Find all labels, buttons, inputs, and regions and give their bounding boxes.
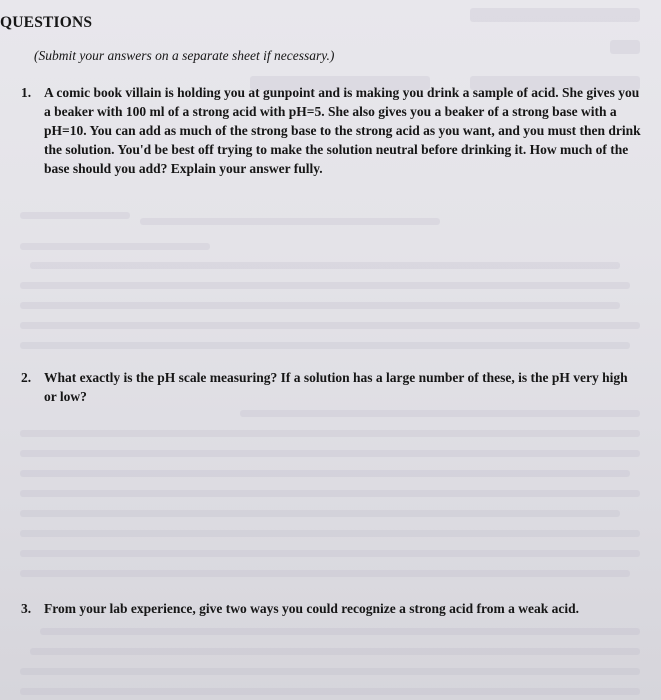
question-3 — [21, 599, 641, 618]
question-text: From your lab experience, give two ways you could recognize a strong acid from a weak acid. — [44, 601, 579, 616]
bleed-through-mark — [470, 8, 640, 22]
question-number: 1. — [21, 85, 32, 100]
bleed-through-mark — [30, 262, 620, 269]
bleed-through-mark — [20, 450, 640, 457]
section-heading: QUESTIONS — [0, 14, 93, 31]
bleed-through-mark — [240, 410, 640, 417]
bleed-through-mark — [20, 550, 640, 557]
question-text: A comic book villain is holding you at gunpoint and is making you drink a sample of acid. She gives you a beaker with 100 ml of a strong acid with pH=5. She also gives you a beaker of a strong base with a pH=10. You can add as much of the strong base to the strong acid as you want, and you must then drink the solution. You'd be best off trying to make the solution neutral before drinking it. How much of the base should you add? Explain your answer fully. — [44, 85, 641, 176]
bleed-through-mark — [20, 212, 130, 219]
bleed-through-mark — [20, 510, 620, 517]
bleed-through-mark — [610, 40, 640, 54]
bleed-through-mark — [20, 530, 640, 537]
bleed-through-mark — [20, 243, 210, 250]
question-1 — [21, 83, 641, 178]
bleed-through-mark — [20, 470, 630, 477]
bleed-through-mark — [20, 430, 640, 437]
bleed-through-mark — [30, 648, 640, 655]
question-number: 2. — [21, 370, 32, 385]
question-2 — [21, 368, 641, 406]
bleed-through-mark — [20, 322, 640, 329]
question-number: 3. — [21, 601, 32, 616]
bleed-through-mark — [20, 342, 630, 349]
bleed-through-mark — [40, 628, 640, 635]
bleed-through-mark — [20, 282, 630, 289]
bleed-through-mark — [20, 570, 630, 577]
bleed-through-mark — [20, 302, 620, 309]
instructions-subtitle: (Submit your answers on a separate sheet if necessary.) — [34, 48, 335, 63]
bleed-through-mark — [20, 688, 640, 695]
bleed-through-mark — [20, 668, 640, 675]
question-text: What exactly is the pH scale measuring? If a solution has a large number of these, is the pH very high or low? — [44, 370, 628, 404]
bleed-through-mark — [20, 490, 640, 497]
bleed-through-mark — [140, 218, 440, 225]
